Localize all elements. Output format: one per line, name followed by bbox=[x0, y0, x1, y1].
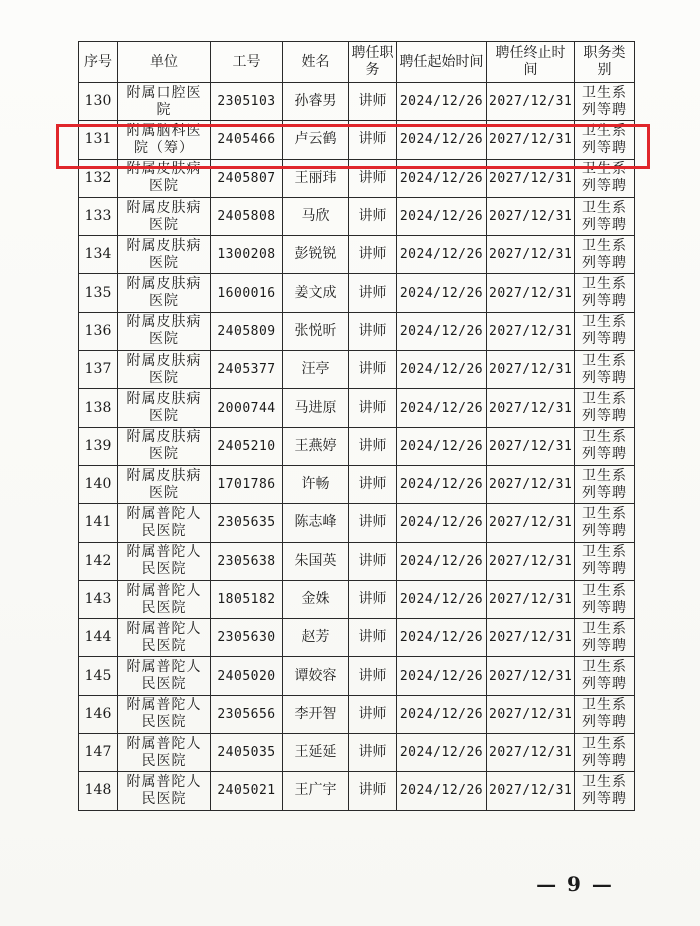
table-row bbox=[79, 197, 635, 235]
table-row bbox=[79, 734, 635, 772]
cell-start-date: 2024/12/26 bbox=[397, 159, 487, 197]
cell-index: 142 bbox=[79, 542, 118, 580]
cell-category: 卫生系列等聘 bbox=[575, 312, 635, 350]
table-row bbox=[79, 274, 635, 312]
cell-category: 卫生系列等聘 bbox=[575, 465, 635, 503]
cell-start-date: 2024/12/26 bbox=[397, 695, 487, 733]
cell-start-date: 2024/12/26 bbox=[397, 121, 487, 159]
cell-start-date: 2024/12/26 bbox=[397, 657, 487, 695]
cell-name: 金姝 bbox=[283, 580, 349, 618]
header-index: 序号 bbox=[79, 42, 118, 83]
cell-end-date: 2027/12/31 bbox=[487, 772, 575, 810]
cell-end-date: 2027/12/31 bbox=[487, 274, 575, 312]
cell-position: 讲师 bbox=[349, 695, 397, 733]
cell-position: 讲师 bbox=[349, 159, 397, 197]
cell-name: 谭姣容 bbox=[283, 657, 349, 695]
cell-end-date: 2027/12/31 bbox=[487, 389, 575, 427]
cell-start-date: 2024/12/26 bbox=[397, 197, 487, 235]
cell-name: 马欣 bbox=[283, 197, 349, 235]
appointment-table bbox=[78, 41, 635, 811]
cell-end-date: 2027/12/31 bbox=[487, 427, 575, 465]
cell-staff-id: 2305103 bbox=[211, 83, 283, 121]
cell-index: 145 bbox=[79, 657, 118, 695]
cell-category: 卫生系列等聘 bbox=[575, 427, 635, 465]
cell-unit: 附属皮肤病医院 bbox=[118, 197, 211, 235]
cell-start-date: 2024/12/26 bbox=[397, 619, 487, 657]
table-row bbox=[79, 695, 635, 733]
cell-index: 141 bbox=[79, 504, 118, 542]
table-row bbox=[79, 83, 635, 121]
cell-index: 147 bbox=[79, 734, 118, 772]
table-row bbox=[79, 580, 635, 618]
table-header-row bbox=[79, 42, 635, 83]
cell-name: 王丽玮 bbox=[283, 159, 349, 197]
cell-index: 133 bbox=[79, 197, 118, 235]
cell-position: 讲师 bbox=[349, 389, 397, 427]
table-row bbox=[79, 351, 635, 389]
cell-position: 讲师 bbox=[349, 734, 397, 772]
cell-position: 讲师 bbox=[349, 83, 397, 121]
cell-index: 144 bbox=[79, 619, 118, 657]
cell-index: 139 bbox=[79, 427, 118, 465]
cell-position: 讲师 bbox=[349, 465, 397, 503]
cell-category: 卫生系列等聘 bbox=[575, 121, 635, 159]
table-row bbox=[79, 389, 635, 427]
cell-position: 讲师 bbox=[349, 657, 397, 695]
cell-staff-id: 2405035 bbox=[211, 734, 283, 772]
cell-index: 135 bbox=[79, 274, 118, 312]
cell-unit: 附属普陀人民医院 bbox=[118, 657, 211, 695]
cell-index: 130 bbox=[79, 83, 118, 121]
table-row bbox=[79, 504, 635, 542]
cell-category: 卫生系列等聘 bbox=[575, 580, 635, 618]
cell-staff-id: 2405809 bbox=[211, 312, 283, 350]
cell-category: 卫生系列等聘 bbox=[575, 504, 635, 542]
cell-unit: 附属普陀人民医院 bbox=[118, 504, 211, 542]
cell-category: 卫生系列等聘 bbox=[575, 274, 635, 312]
table-row bbox=[79, 312, 635, 350]
cell-position: 讲师 bbox=[349, 772, 397, 810]
cell-start-date: 2024/12/26 bbox=[397, 427, 487, 465]
cell-start-date: 2024/12/26 bbox=[397, 504, 487, 542]
cell-staff-id: 1805182 bbox=[211, 580, 283, 618]
cell-category: 卫生系列等聘 bbox=[575, 619, 635, 657]
cell-start-date: 2024/12/26 bbox=[397, 772, 487, 810]
cell-end-date: 2027/12/31 bbox=[487, 121, 575, 159]
cell-staff-id: 1701786 bbox=[211, 465, 283, 503]
cell-staff-id: 2000744 bbox=[211, 389, 283, 427]
cell-index: 146 bbox=[79, 695, 118, 733]
cell-name: 李开智 bbox=[283, 695, 349, 733]
cell-staff-id: 1300208 bbox=[211, 236, 283, 274]
cell-category: 卫生系列等聘 bbox=[575, 772, 635, 810]
header-category: 职务类别 bbox=[575, 42, 635, 83]
cell-staff-id: 2305638 bbox=[211, 542, 283, 580]
table-row bbox=[79, 542, 635, 580]
cell-name: 汪亭 bbox=[283, 351, 349, 389]
header-staff-id: 工号 bbox=[211, 42, 283, 83]
cell-end-date: 2027/12/31 bbox=[487, 734, 575, 772]
cell-position: 讲师 bbox=[349, 312, 397, 350]
cell-position: 讲师 bbox=[349, 121, 397, 159]
cell-staff-id: 2405807 bbox=[211, 159, 283, 197]
table-row bbox=[79, 121, 635, 159]
cell-staff-id: 2305635 bbox=[211, 504, 283, 542]
cell-position: 讲师 bbox=[349, 542, 397, 580]
cell-unit: 附属普陀人民医院 bbox=[118, 580, 211, 618]
cell-name: 张悦昕 bbox=[283, 312, 349, 350]
cell-end-date: 2027/12/31 bbox=[487, 83, 575, 121]
table-row bbox=[79, 465, 635, 503]
cell-category: 卫生系列等聘 bbox=[575, 159, 635, 197]
cell-category: 卫生系列等聘 bbox=[575, 695, 635, 733]
cell-position: 讲师 bbox=[349, 427, 397, 465]
cell-name: 彭锐锐 bbox=[283, 236, 349, 274]
cell-unit: 附属皮肤病医院 bbox=[118, 236, 211, 274]
cell-name: 卢云鹤 bbox=[283, 121, 349, 159]
cell-start-date: 2024/12/26 bbox=[397, 274, 487, 312]
page-number: — 9 — bbox=[536, 872, 614, 896]
cell-start-date: 2024/12/26 bbox=[397, 83, 487, 121]
cell-staff-id: 2305656 bbox=[211, 695, 283, 733]
cell-unit: 附属皮肤病医院 bbox=[118, 427, 211, 465]
cell-name: 朱国英 bbox=[283, 542, 349, 580]
cell-unit: 附属普陀人民医院 bbox=[118, 542, 211, 580]
header-start-date: 聘任起始时间 bbox=[397, 42, 487, 83]
cell-end-date: 2027/12/31 bbox=[487, 657, 575, 695]
cell-staff-id: 2305630 bbox=[211, 619, 283, 657]
cell-index: 131 bbox=[79, 121, 118, 159]
cell-end-date: 2027/12/31 bbox=[487, 580, 575, 618]
table-row bbox=[79, 236, 635, 274]
cell-position: 讲师 bbox=[349, 236, 397, 274]
cell-start-date: 2024/12/26 bbox=[397, 734, 487, 772]
cell-index: 140 bbox=[79, 465, 118, 503]
cell-end-date: 2027/12/31 bbox=[487, 542, 575, 580]
cell-end-date: 2027/12/31 bbox=[487, 159, 575, 197]
cell-start-date: 2024/12/26 bbox=[397, 389, 487, 427]
cell-staff-id: 2405021 bbox=[211, 772, 283, 810]
cell-index: 134 bbox=[79, 236, 118, 274]
cell-name: 孙睿男 bbox=[283, 83, 349, 121]
cell-name: 王延延 bbox=[283, 734, 349, 772]
cell-unit: 附属普陀人民医院 bbox=[118, 619, 211, 657]
cell-position: 讲师 bbox=[349, 274, 397, 312]
cell-unit: 附属普陀人民医院 bbox=[118, 695, 211, 733]
cell-index: 132 bbox=[79, 159, 118, 197]
table-row bbox=[79, 159, 635, 197]
cell-unit: 附属口腔医院 bbox=[118, 83, 211, 121]
cell-name: 陈志峰 bbox=[283, 504, 349, 542]
cell-staff-id: 2405466 bbox=[211, 121, 283, 159]
cell-position: 讲师 bbox=[349, 197, 397, 235]
table-body bbox=[79, 83, 635, 811]
cell-end-date: 2027/12/31 bbox=[487, 504, 575, 542]
cell-name: 王燕婷 bbox=[283, 427, 349, 465]
cell-index: 138 bbox=[79, 389, 118, 427]
table-row bbox=[79, 619, 635, 657]
table-row bbox=[79, 657, 635, 695]
header-name: 姓名 bbox=[283, 42, 349, 83]
cell-category: 卫生系列等聘 bbox=[575, 657, 635, 695]
cell-start-date: 2024/12/26 bbox=[397, 542, 487, 580]
cell-position: 讲师 bbox=[349, 351, 397, 389]
cell-category: 卫生系列等聘 bbox=[575, 351, 635, 389]
cell-name: 赵芳 bbox=[283, 619, 349, 657]
cell-end-date: 2027/12/31 bbox=[487, 236, 575, 274]
cell-index: 143 bbox=[79, 580, 118, 618]
cell-unit: 附属脑科医院（筹） bbox=[118, 121, 211, 159]
cell-staff-id: 2405020 bbox=[211, 657, 283, 695]
cell-staff-id: 2405808 bbox=[211, 197, 283, 235]
cell-category: 卫生系列等聘 bbox=[575, 734, 635, 772]
cell-index: 148 bbox=[79, 772, 118, 810]
cell-end-date: 2027/12/31 bbox=[487, 619, 575, 657]
cell-position: 讲师 bbox=[349, 619, 397, 657]
cell-staff-id: 1600016 bbox=[211, 274, 283, 312]
cell-category: 卫生系列等聘 bbox=[575, 197, 635, 235]
cell-category: 卫生系列等聘 bbox=[575, 236, 635, 274]
header-unit: 单位 bbox=[118, 42, 211, 83]
cell-end-date: 2027/12/31 bbox=[487, 312, 575, 350]
cell-staff-id: 2405210 bbox=[211, 427, 283, 465]
cell-category: 卫生系列等聘 bbox=[575, 542, 635, 580]
cell-name: 马进原 bbox=[283, 389, 349, 427]
cell-unit: 附属皮肤病医院 bbox=[118, 312, 211, 350]
cell-end-date: 2027/12/31 bbox=[487, 197, 575, 235]
cell-category: 卫生系列等聘 bbox=[575, 83, 635, 121]
cell-index: 137 bbox=[79, 351, 118, 389]
table-row bbox=[79, 772, 635, 810]
cell-end-date: 2027/12/31 bbox=[487, 465, 575, 503]
cell-start-date: 2024/12/26 bbox=[397, 236, 487, 274]
cell-start-date: 2024/12/26 bbox=[397, 580, 487, 618]
cell-name: 许畅 bbox=[283, 465, 349, 503]
cell-end-date: 2027/12/31 bbox=[487, 695, 575, 733]
cell-position: 讲师 bbox=[349, 504, 397, 542]
header-end-date: 聘任终止时间 bbox=[487, 42, 575, 83]
cell-start-date: 2024/12/26 bbox=[397, 465, 487, 503]
cell-start-date: 2024/12/26 bbox=[397, 351, 487, 389]
table-row bbox=[79, 427, 635, 465]
cell-start-date: 2024/12/26 bbox=[397, 312, 487, 350]
cell-index: 136 bbox=[79, 312, 118, 350]
cell-unit: 附属皮肤病医院 bbox=[118, 159, 211, 197]
cell-position: 讲师 bbox=[349, 580, 397, 618]
cell-unit: 附属皮肤病医院 bbox=[118, 465, 211, 503]
cell-unit: 附属皮肤病医院 bbox=[118, 274, 211, 312]
header-position: 聘任职务 bbox=[349, 42, 397, 83]
cell-unit: 附属普陀人民医院 bbox=[118, 734, 211, 772]
cell-staff-id: 2405377 bbox=[211, 351, 283, 389]
cell-unit: 附属皮肤病医院 bbox=[118, 351, 211, 389]
cell-category: 卫生系列等聘 bbox=[575, 389, 635, 427]
cell-name: 姜文成 bbox=[283, 274, 349, 312]
cell-unit: 附属皮肤病医院 bbox=[118, 389, 211, 427]
cell-unit: 附属普陀人民医院 bbox=[118, 772, 211, 810]
cell-end-date: 2027/12/31 bbox=[487, 351, 575, 389]
cell-name: 王广宇 bbox=[283, 772, 349, 810]
